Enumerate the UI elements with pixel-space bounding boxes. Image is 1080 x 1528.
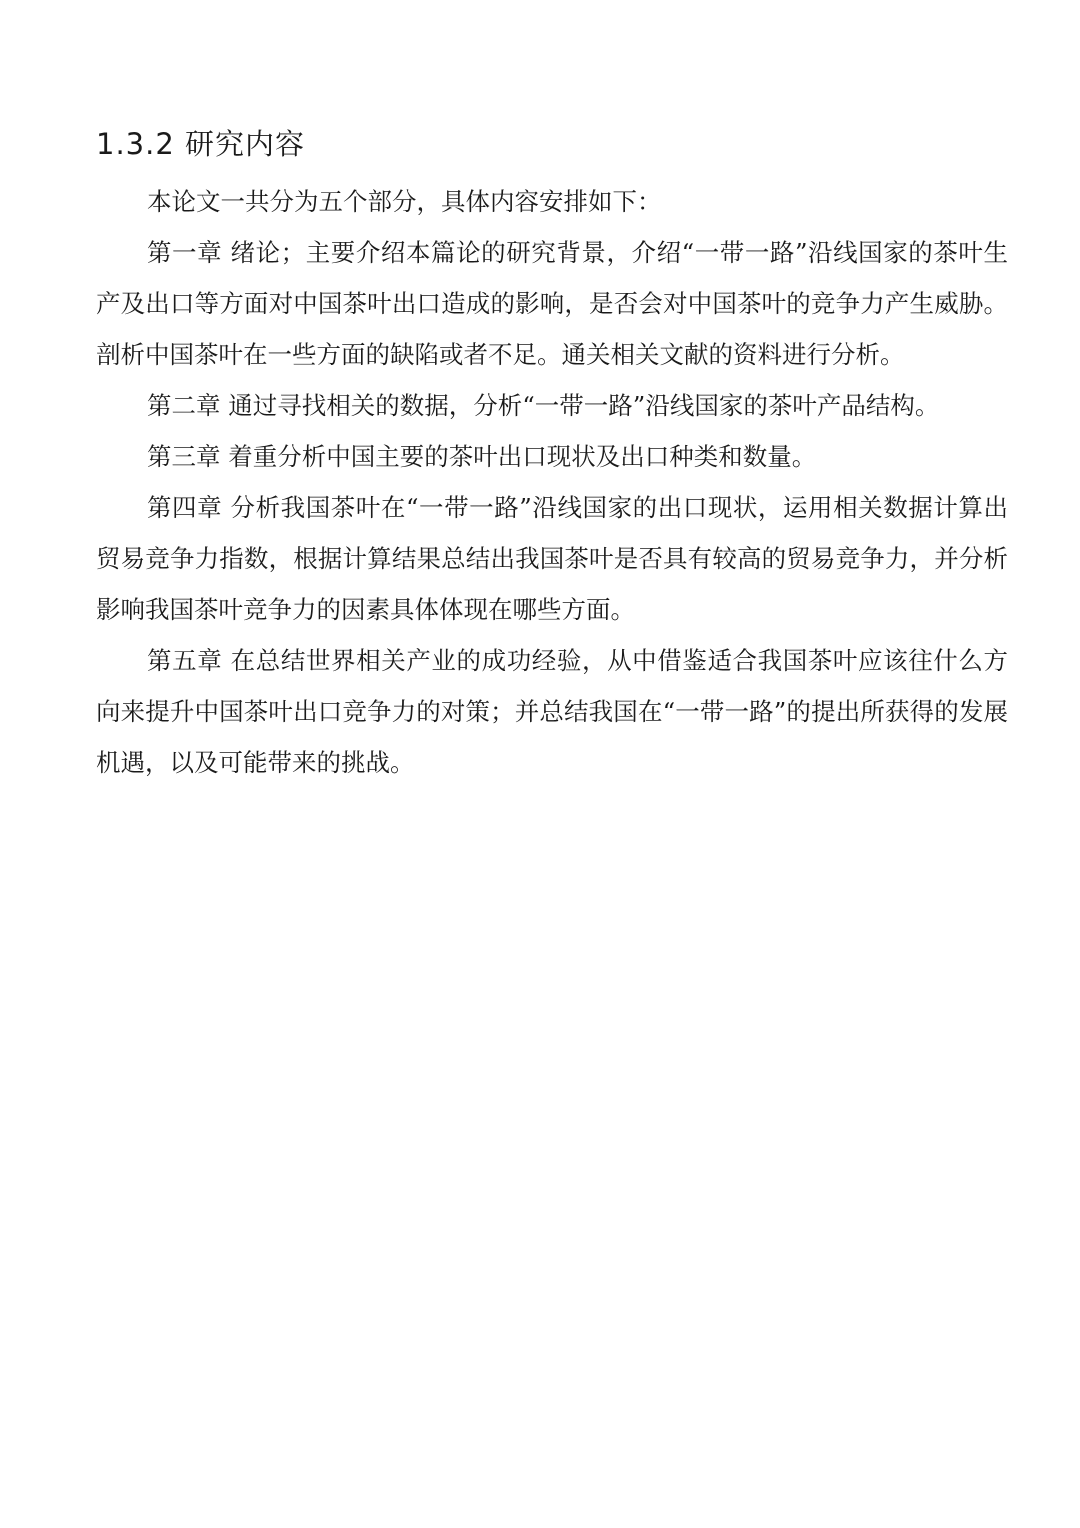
paragraph-chapter-4: 第四章 分析我国茶叶在“一带一路”沿线国家的出口现状，运用相关数据计算出贸易竞争力指数，根据计算结果总结出我国茶叶是否具有较高的贸易竞争力，并分析影响我国茶叶竞争力的因素具体体现在哪些方面。: [96, 493, 1008, 624]
paragraph-chapter-3: 第三章 着重分析中国主要的茶叶出口现状及出口种类和数量。: [147, 442, 817, 471]
section-heading: 1.3.2 研究内容: [96, 127, 306, 161]
paragraph-chapter-5: 第五章 在总结世界相关产业的成功经验，从中借鉴适合我国茶叶应该往什么方向来提升中国茶叶出口竞争力的对策；并总结我国在“一带一路”的提出所获得的发展机遇，以及可能带来的挑战。: [96, 646, 1008, 777]
section-body: [96, 176, 1008, 788]
paragraph-chapter-1: 第一章 绪论；主要介绍本篇论的研究背景，介绍“一带一路”沿线国家的茶叶生产及出口等方面对中国茶叶出口造成的影响，是否会对中国茶叶的竞争力产生威胁。剖析中国茶叶在一些方面的缺陷或者不足。通关相关文献的资料进行分析。: [96, 238, 1008, 369]
paragraph-chapter-2: 第二章 通过寻找相关的数据，分析“一带一路”沿线国家的茶叶产品结构。: [147, 391, 940, 420]
paragraph-intro: 本论文一共分为五个部分，具体内容安排如下：: [147, 187, 662, 216]
